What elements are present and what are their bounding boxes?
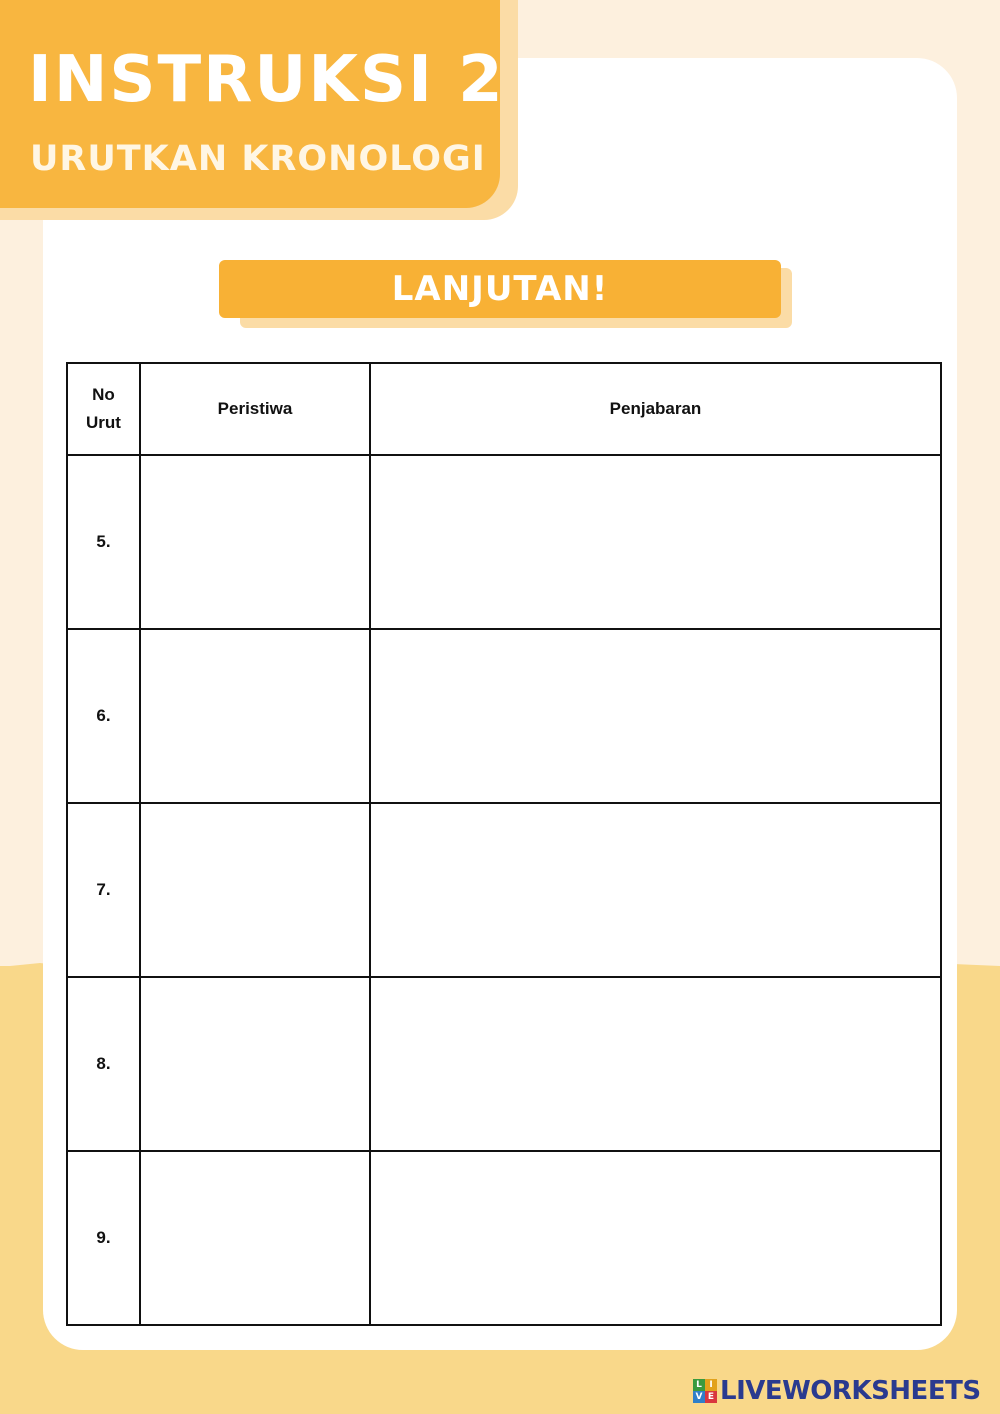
peristiwa-cell[interactable]: [140, 455, 370, 629]
page-subtitle: URUTKAN KRONOLOGI: [30, 139, 486, 179]
continuation-banner: [219, 260, 781, 318]
row-number-cell: 9.: [67, 1151, 140, 1325]
penjabaran-cell[interactable]: [370, 455, 941, 629]
column-header-penjabaran: Penjabaran: [370, 363, 941, 455]
row-number-cell: 8.: [67, 977, 140, 1151]
table-row: [67, 455, 941, 629]
peristiwa-cell[interactable]: [140, 1151, 370, 1325]
penjabaran-cell[interactable]: [370, 1151, 941, 1325]
logo-text: LIVEWORKSHEETS: [720, 1376, 981, 1406]
row-number-cell: 6.: [67, 629, 140, 803]
table-row: [67, 629, 941, 803]
liveworksheets-logo-icon: L I V E: [693, 1379, 717, 1403]
liveworksheets-logo[interactable]: [693, 1374, 981, 1408]
penjabaran-cell[interactable]: [370, 977, 941, 1151]
penjabaran-cell[interactable]: [370, 803, 941, 977]
peristiwa-cell[interactable]: [140, 977, 370, 1151]
table-row: [67, 977, 941, 1151]
row-number-cell: 7.: [67, 803, 140, 977]
peristiwa-cell[interactable]: [140, 629, 370, 803]
column-header-peristiwa: Peristiwa: [140, 363, 370, 455]
column-header-no-urut: No Urut: [67, 363, 140, 455]
page-title: INSTRUKSI 2: [28, 43, 505, 117]
penjabaran-cell[interactable]: [370, 629, 941, 803]
title-block: [0, 0, 505, 208]
table-header-row: [67, 363, 941, 455]
chronology-table: [66, 362, 942, 1326]
row-number-cell: 5.: [67, 455, 140, 629]
banner-label: LANJUTAN!: [391, 269, 609, 309]
table-row: [67, 803, 941, 977]
table-row: [67, 1151, 941, 1325]
peristiwa-cell[interactable]: [140, 803, 370, 977]
